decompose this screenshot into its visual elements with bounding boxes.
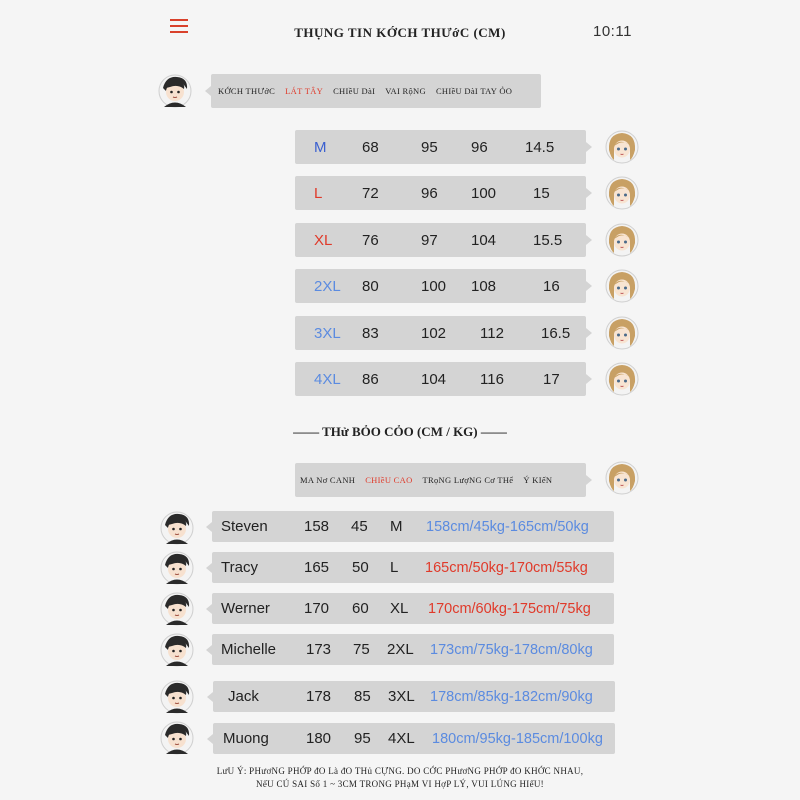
boy-avatar-icon — [160, 721, 194, 755]
size-value: 14.5 — [525, 138, 555, 156]
model-size: 3XL — [388, 688, 415, 705]
header-col-shoulder: VAI RộNG — [385, 86, 426, 96]
model-weight: 85 — [354, 688, 371, 705]
size-row — [295, 176, 586, 210]
size-value: 68 — [362, 138, 379, 156]
size-value: 108 — [471, 277, 497, 295]
size-value: 80 — [362, 277, 379, 295]
size-value: 76 — [362, 231, 379, 249]
fit-row — [213, 681, 615, 712]
model-advice: 170cm/60kg-175cm/75kg — [428, 600, 591, 617]
model-name: Jack — [228, 688, 259, 705]
model-name: Werner — [221, 600, 270, 617]
size-label: 2XL — [314, 277, 341, 295]
size-label: XL — [314, 231, 333, 249]
boy-avatar-icon — [158, 74, 192, 108]
header-col-advice: Ý KIếN — [523, 475, 553, 485]
model-name: Muong — [223, 730, 269, 747]
size-label: L — [314, 184, 323, 202]
model-height: 180 — [306, 730, 332, 747]
size-value: 83 — [362, 324, 379, 342]
fit-table-header — [295, 463, 586, 497]
model-name: Michelle — [221, 641, 277, 658]
header-col-model: MA Nơ CANH — [300, 475, 356, 485]
header-col-size: KỚCH THƯớC — [218, 86, 276, 96]
model-weight: 60 — [352, 600, 369, 617]
girl-avatar-icon — [605, 316, 639, 350]
fit-row — [212, 593, 614, 624]
girl-avatar-icon — [605, 362, 639, 396]
size-label: M — [314, 138, 327, 156]
model-height: 165 — [304, 559, 330, 576]
model-weight: 95 — [354, 730, 371, 747]
size-label: 4XL — [314, 370, 341, 388]
size-value: 86 — [362, 370, 379, 388]
model-name: Tracy — [221, 559, 258, 576]
fit-row — [213, 723, 615, 754]
model-name: Steven — [221, 518, 268, 535]
size-value: 17 — [543, 370, 560, 388]
fit-row — [212, 552, 614, 583]
size-value: 96 — [471, 138, 488, 156]
header-col-length: CHIềU DàI — [333, 86, 376, 96]
girl-avatar-icon — [605, 269, 639, 303]
model-size: 2XL — [387, 641, 414, 658]
girl-avatar-icon — [605, 461, 639, 495]
model-advice: 173cm/75kg-178cm/80kg — [430, 641, 593, 658]
footnote-line: NếU CÚ SAI Số 1 ~ 3CM TRONG PHạM VI HợP LÝ, VUI LÚNG HIểU! — [256, 779, 544, 789]
girl-avatar-icon — [605, 223, 639, 257]
model-weight: 50 — [352, 559, 369, 576]
model-size: L — [390, 559, 399, 576]
header-col-sleeve: CHIềU DàI TAY ỎO — [435, 86, 513, 96]
size-row — [295, 223, 586, 257]
size-value: 104 — [471, 231, 497, 249]
model-advice: 178cm/85kg-182cm/90kg — [430, 688, 593, 705]
size-value: 104 — [421, 370, 447, 388]
size-value: 97 — [421, 231, 438, 249]
footnote — [0, 765, 800, 791]
size-value: 15.5 — [533, 231, 563, 249]
model-advice: 158cm/45kg-165cm/50kg — [426, 518, 589, 535]
model-height: 173 — [306, 641, 332, 658]
boy-avatar-icon — [160, 680, 194, 714]
girl-avatar-icon — [605, 130, 639, 164]
size-row — [295, 130, 586, 164]
boy-avatar-icon — [160, 633, 194, 667]
size-row — [295, 269, 586, 303]
size-value: 16.5 — [541, 324, 571, 342]
model-size: XL — [390, 600, 409, 617]
size-value: 15 — [533, 184, 550, 202]
model-height: 178 — [306, 688, 332, 705]
size-value: 72 — [362, 184, 379, 202]
boy-avatar-icon — [160, 551, 194, 585]
header-col-chest: LÁT TÂY — [285, 86, 324, 96]
footnote-line: LưU Ý: PHươNG PHỚP đO Là đO THủ CỰNG. DO CỚC PHươNG PHỚP đO KHỚC NHAU, — [216, 766, 584, 776]
page-title: THỤNG TIN KỚCH THƯớC (CM) — [294, 25, 506, 40]
size-value: 116 — [480, 370, 504, 388]
size-value: 112 — [480, 324, 504, 342]
section-title: —— THử BỎO CỎO (CM / KG) —— — [293, 424, 507, 439]
model-size: M — [390, 518, 403, 535]
size-value: 96 — [421, 184, 438, 202]
size-label: 3XL — [314, 324, 341, 342]
size-table-header — [211, 74, 541, 108]
header-col-weight: TRọNG LượNG Cơ THể — [422, 475, 514, 485]
size-row — [295, 362, 586, 396]
size-value: 102 — [421, 324, 447, 342]
model-advice: 165cm/50kg-170cm/55kg — [425, 559, 588, 576]
size-value: 100 — [421, 277, 447, 295]
boy-avatar-icon — [160, 592, 194, 626]
girl-avatar-icon — [605, 176, 639, 210]
status-time: 10:11 — [593, 23, 632, 40]
size-value: 16 — [543, 277, 560, 295]
model-height: 170 — [304, 600, 330, 617]
model-size: 4XL — [388, 730, 415, 747]
size-row — [295, 316, 586, 350]
size-value: 95 — [421, 138, 438, 156]
fit-row — [212, 511, 614, 542]
size-value: 100 — [471, 184, 497, 202]
model-weight: 75 — [353, 641, 370, 658]
model-weight: 45 — [351, 518, 368, 535]
header-col-height: CHIềU CAO — [365, 475, 413, 485]
model-height: 158 — [304, 518, 330, 535]
boy-avatar-icon — [160, 511, 194, 545]
fit-row — [212, 634, 614, 665]
model-advice: 180cm/95kg-185cm/100kg — [432, 730, 603, 747]
